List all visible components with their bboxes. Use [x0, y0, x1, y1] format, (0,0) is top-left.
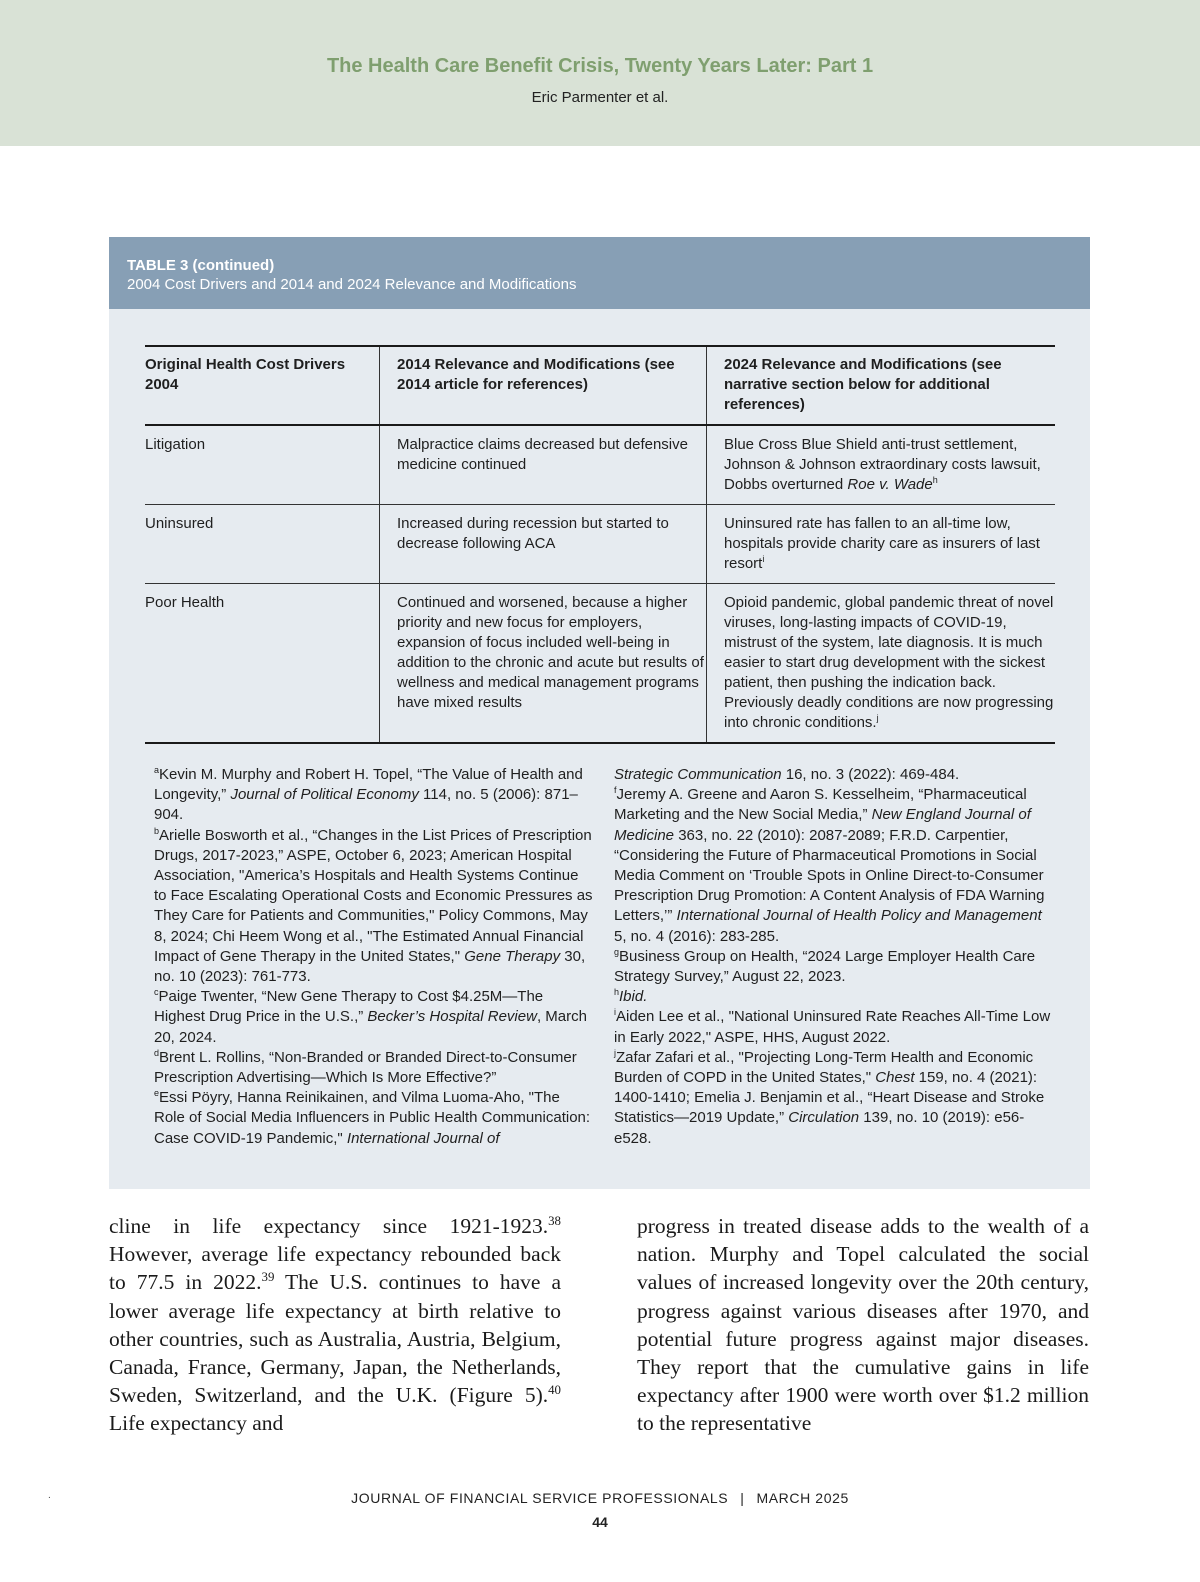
article-authors: Eric Parmenter et al. [531, 89, 669, 106]
footnote-text: Arielle Bosworth et al., “Changes in the List Prices of Prescription Drugs, 2017-2023,” ASPE, October 6, 2023; American Hospital Association, "America’s Hospitals and Health Systems Continue to Face Escalating Operational Costs and Economic Pressures as They Care for Patients and Communities," Policy Commons, May 8, 2024; Chi Heem Wong et al., "The Estimated Annual Financial Impact of Gene Therapy in the United States," [154, 826, 593, 965]
footnote-ref: i [762, 554, 765, 564]
footnote-text: Kevin M. Murphy and Robert H. Topel, “The Value of Health and Longevity,” [154, 766, 583, 804]
body-text: However, average life expectancy rebounded back to 77.5 in 2022. [109, 1242, 561, 1295]
footnote-mark: h [614, 987, 620, 998]
footnote-text: 114, no. 5 (2006): 871–904. [154, 786, 578, 824]
footnote-mark: j [614, 1047, 616, 1058]
footnote-text: 30, no. 10 (2023): 761-773. [154, 947, 586, 986]
table-header-row [145, 346, 1055, 425]
table-panel [109, 237, 1090, 1189]
relevance-2014-cell: Increased during recession but started to decrease following ACA [380, 505, 707, 584]
footnote-text: Business Group on Health, “2024 Large Employer Health Care Strategy Survey,” August 22, 2023. [614, 947, 1036, 986]
body-text: Life expectancy and [109, 1411, 284, 1436]
footnote-f [614, 785, 1054, 947]
driver-cell: Uninsured [145, 505, 380, 584]
table-row [145, 505, 1055, 584]
article-title: The Health Care Benefit Crisis, Twenty Years Later: Part 1 [326, 55, 874, 77]
endnote-ref: 38 [548, 1213, 561, 1228]
footnote-text: 16, no. 3 (2022): 469-484. [781, 766, 960, 783]
column-header: Original Health Cost Drivers 2004 [145, 346, 380, 425]
footnote-italic: Strategic Communication [614, 766, 782, 783]
endnote-ref: 39 [261, 1270, 275, 1285]
table-row [145, 425, 1055, 505]
footnote-mark: i [614, 1007, 616, 1018]
footnote-text: 363, no. 22 (2010): 2087-2089; F.R.D. Carpentier, “Considering the Future of Pharmaceutical Promotions in Social Media Comment on ‘Trouble Spots in Online Direct-to-Consumer Prescription Drug Promotion: A Content Analysis of FDA Warning Letters,’” [614, 826, 1045, 925]
issue-date: MARCH 2025 [756, 1490, 849, 1506]
footnote-italic: International Journal of [346, 1129, 500, 1147]
footnote-i [614, 1007, 1054, 1047]
footnote-h [614, 987, 1054, 1007]
cell-text: Blue Cross Blue Shield anti-trust settlement, Johnson & Johnson extraordinary costs lawsuit, Dobbs overturned [724, 436, 1041, 493]
cell-text: Uninsured rate has fallen to an all-time low, hospitals provide charity care as insurers of last resort [724, 515, 1040, 572]
footnote-italic: Circulation [788, 1109, 860, 1127]
body-column-left [109, 1212, 561, 1438]
footnote-e [154, 1088, 594, 1149]
table-row [145, 584, 1055, 744]
footnote-e-continued [614, 765, 1054, 785]
footnote-text: 159, no. 4 (2021): 1400-1410; Emelia J. Benjamin et al., “Heart Disease and Stroke Statistics—2019 Update,” [614, 1069, 1045, 1127]
footnote-text: Essi Pöyry, Hanna Reinikainen, and Vilma Luoma-Aho, "The Role of Social Media Influencers in Public Health Communication: Case COVID-19 Pandemic," [154, 1089, 591, 1147]
footnote-mark: a [154, 765, 160, 775]
footnote-mark: e [154, 1088, 160, 1099]
relevance-2024-cell [707, 425, 1056, 505]
relevance-2014-cell: Continued and worsened, because a higher priority and new focus for employers, expansion of focus included well-being in addition to the chronic and acute but results of wellness and medical management programs have mixed results [380, 584, 707, 744]
footnote-text: 139, no. 10 (2019): e56-e528. [614, 1109, 1025, 1147]
table-caption: 2004 Cost Drivers and 2014 and 2024 Relevance and Modifications [127, 276, 577, 293]
footnote-text: 5, no. 4 (2016): 283-285. [614, 927, 780, 945]
endnote-ref: 40 [548, 1383, 561, 1398]
footnote-a [154, 765, 594, 826]
footnote-text: Aiden Lee et al., "National Uninsured Rate Reaches All-Time Low in Early 2022," ASPE, HHS, August 2022. [614, 1008, 1051, 1046]
relevance-2014-cell: Malpractice claims decreased but defensive medicine continued [380, 425, 707, 505]
cell-text: Opioid pandemic, global pandemic threat of novel viruses, long-lasting impacts of COVID-19, mistrust of the system, late diagnosis. It is much easier to start drug development with the sickest patient, then pushing the indication back. Previously deadly conditions are now progressing into chronic conditions. [724, 594, 1054, 731]
footnote-b [154, 826, 594, 988]
footnote-italic: Journal of Political Economy [230, 786, 419, 804]
footnote-mark: g [614, 946, 620, 957]
footnote-italic: Becker’s Hospital Review [367, 1008, 537, 1026]
page-mark: . [48, 1490, 51, 1501]
footnote-italic: New England Journal of Medicine [614, 806, 1031, 844]
body-text: The U.S. continues to have a lower average life expectancy at birth relative to other countries, such as Australia, Austria, Belgium, Canada, France, Germany, Japan, the Netherlands, Sweden, Switzerland, and the U.K. (Figure 5). [109, 1270, 561, 1408]
cost-drivers-table [145, 345, 1055, 744]
case-name: Roe v. Wade [847, 476, 933, 493]
relevance-2024-cell [707, 505, 1056, 584]
column-header: 2024 Relevance and Modifications (see narrative section below for additional references) [707, 346, 1056, 425]
page-number: 44 [592, 1514, 608, 1530]
page-footer [0, 1490, 1200, 1506]
column-header: 2014 Relevance and Modifications (see 2014 article for references) [380, 346, 707, 425]
journal-name: JOURNAL OF FINANCIAL SERVICE PROFESSIONALS [351, 1490, 729, 1506]
footnote-c [154, 987, 594, 1048]
body-text: cline in life expectancy since 1921-1923. [109, 1214, 549, 1238]
footnote-mark: f [614, 785, 617, 796]
footnote-j [614, 1048, 1054, 1149]
footnote-ref: h [932, 475, 938, 485]
driver-cell: Poor Health [145, 584, 380, 744]
footnote-text: , March 20, 2024. [154, 1008, 587, 1046]
footnote-text: Brent L. Rollins, “Non-Branded or Branded Direct-to-Consumer Prescription Advertising—Which Is More Effective?” [154, 1048, 577, 1087]
footnote-text: Zafar Zafari et al., "Projecting Long-Term Health and Economic Burden of COPD in the United States," [614, 1048, 1034, 1087]
footnote-g [614, 947, 1054, 987]
page-header [0, 0, 1200, 146]
footnotes-right-column [614, 765, 1054, 1149]
footer-separator: | [740, 1490, 745, 1506]
footnote-mark: c [154, 987, 159, 998]
footnote-italic: International Journal of Health Policy and Management [676, 907, 1042, 925]
table-heading [109, 237, 1090, 309]
footnote-ref: j [876, 713, 879, 723]
relevance-2024-cell [707, 584, 1056, 744]
footnote-text: Paige Twenter, “New Gene Therapy to Cost $4.25M—The Highest Drug Price in the U.S.,” [154, 988, 544, 1026]
driver-cell: Litigation [145, 425, 380, 505]
footnote-italic: Gene Therapy [464, 947, 561, 965]
footnote-mark: b [154, 825, 160, 836]
body-column-right: progress in treated disease adds to the wealth of a nation. Murphy and Topel calculated the social values of increased longevity over the 20th century, progress against various diseases after 1970, and potential future progress against major diseases. They report that the cumulative gains in life expectancy after 1900 were worth over $1.2 million to the representative [637, 1214, 1089, 1436]
footnote-italic: Ibid. [619, 988, 648, 1006]
footnotes-left-column [154, 765, 594, 1149]
footnote-d [154, 1048, 594, 1088]
table-label: TABLE 3 (continued) [127, 257, 275, 274]
footnote-italic: Chest [875, 1069, 915, 1087]
footnote-text: Jeremy A. Greene and Aaron S. Kesselheim, “Pharmaceutical Marketing and the New Social Media,” [614, 786, 1027, 824]
footnote-mark: d [154, 1047, 160, 1058]
